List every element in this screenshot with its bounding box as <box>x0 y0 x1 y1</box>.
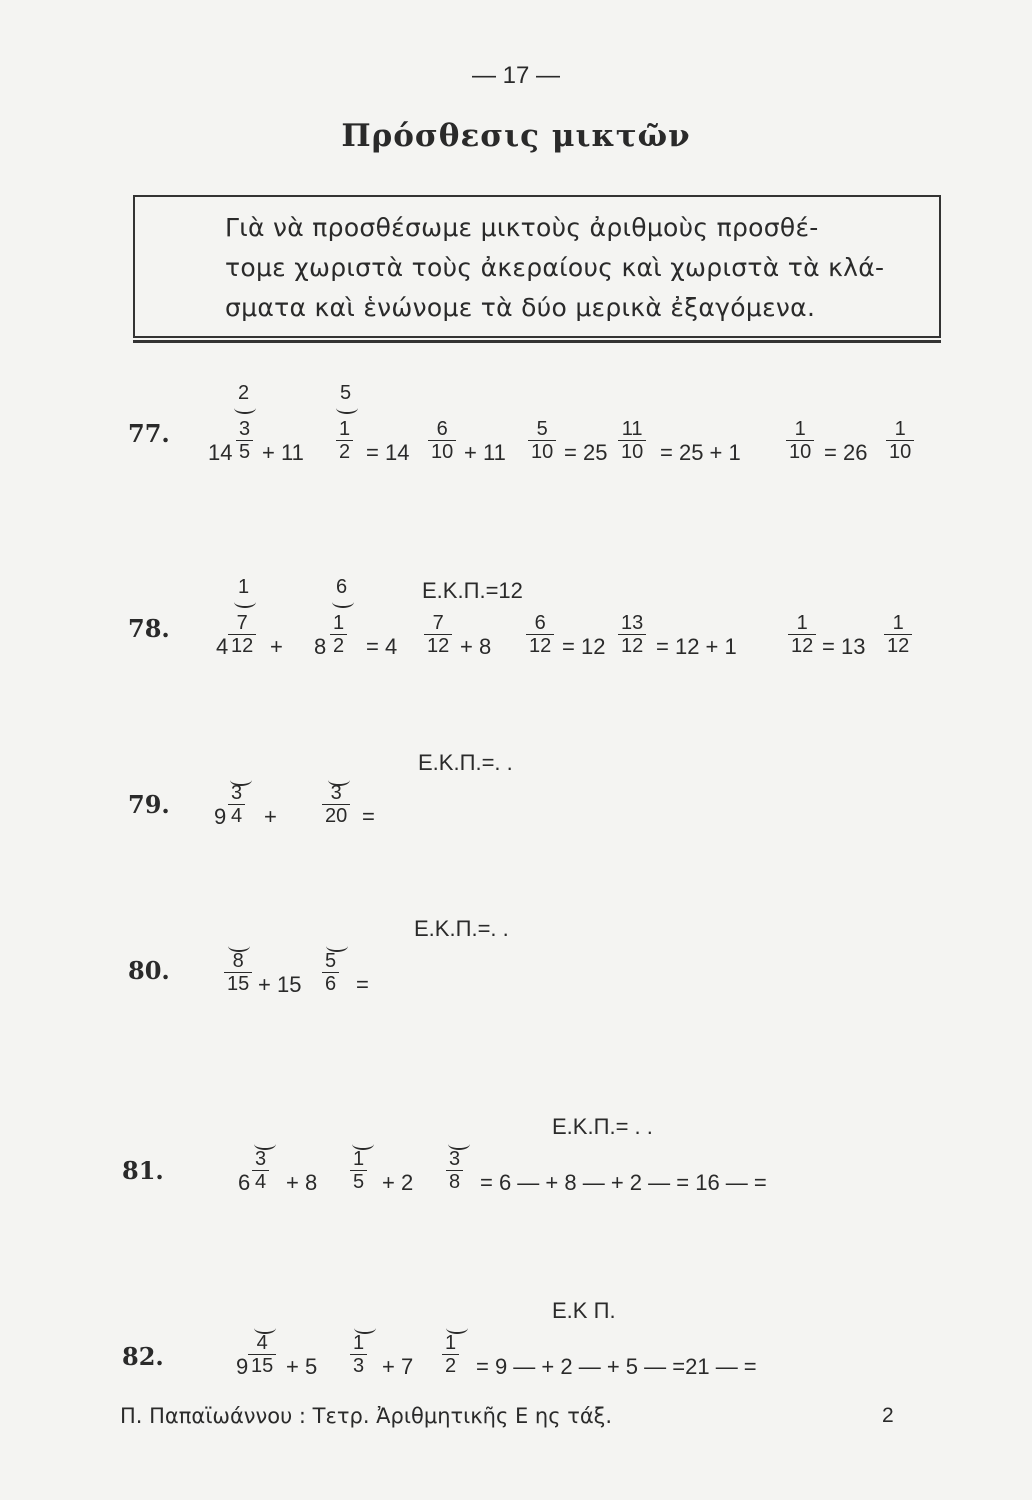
rule-box <box>133 195 941 338</box>
fraction <box>528 418 556 463</box>
multiplier-arc <box>234 402 256 414</box>
equals: = 25 + 1 <box>660 440 741 465</box>
denominator: 12 <box>529 635 552 657</box>
denominator: 6 <box>325 973 337 995</box>
numerator: 3 <box>236 418 253 441</box>
problem-number: 78. <box>128 614 170 643</box>
fraction <box>526 612 554 657</box>
fraction <box>322 950 339 995</box>
denominator: 4 <box>231 805 243 827</box>
numerator: 3 <box>228 782 245 805</box>
fraction <box>330 612 347 657</box>
footer-citation: Π. Παπαϊωάννου : Τετρ. Ἀριθμητικῆς Ε ης τάξ. <box>120 1404 613 1428</box>
whole-number: 9 <box>236 1354 249 1379</box>
numerator: 11 <box>618 418 646 441</box>
denominator: 10 <box>889 441 912 463</box>
fraction <box>228 782 245 827</box>
equals: = 13 <box>822 634 866 659</box>
numerator: 1 <box>336 418 353 441</box>
lcm-label: Ε.Κ.Π.=. . <box>418 750 513 775</box>
equals: = 25 <box>564 440 608 465</box>
fraction <box>428 418 456 463</box>
operator: + <box>264 804 277 829</box>
whole-number: 9 <box>214 804 227 829</box>
multiplier-arc <box>234 596 256 608</box>
operator: + <box>270 634 283 659</box>
denominator: 2 <box>339 441 351 463</box>
denominator: 2 <box>333 635 345 657</box>
operator: + 7 <box>382 1354 414 1379</box>
equals: = 14 <box>366 440 410 465</box>
rule-divider <box>133 340 941 343</box>
multiplier: 6 <box>336 576 348 598</box>
problem-number: 79. <box>128 790 170 819</box>
multiplier-arc <box>336 402 358 414</box>
numerator: 6 <box>526 612 554 635</box>
operator: + 11 <box>464 440 506 465</box>
equals: = 12 + 1 <box>656 634 737 659</box>
numerator: 4 <box>248 1332 276 1355</box>
lcm-label: Ε.Κ.Π.=12 <box>422 578 523 603</box>
numerator: 7 <box>424 612 452 635</box>
fraction <box>618 612 646 657</box>
operator: + 15 <box>258 972 302 997</box>
numerator: 1 <box>786 418 814 441</box>
numerator: 7 <box>228 612 256 635</box>
fraction <box>350 1332 367 1377</box>
denominator: 8 <box>449 1171 461 1193</box>
fraction <box>446 1148 463 1193</box>
operator: + 2 <box>382 1170 414 1195</box>
fraction <box>786 418 814 463</box>
numerator: 3 <box>252 1148 269 1171</box>
fraction <box>442 1332 459 1377</box>
operator: + 8 <box>286 1170 318 1195</box>
lcm-label: Ε.Κ.Π.=. . <box>414 916 509 941</box>
problem-number: 82. <box>122 1342 164 1371</box>
rule-line-1: Γιὰ νὰ προσθέσωμε μικτοὺς ἀριθμοὺς προσθέ- <box>225 213 819 242</box>
fraction <box>224 950 252 995</box>
equals: = <box>362 804 375 829</box>
multiplier-arc <box>332 596 354 608</box>
fraction <box>336 418 353 463</box>
whole-number: 6 <box>238 1170 251 1195</box>
fraction <box>886 418 914 463</box>
fraction <box>236 418 253 463</box>
fraction <box>788 612 816 657</box>
problem-number: 77. <box>128 419 170 448</box>
result-blanks: = 9 — + 2 — + 5 — =21 — = <box>476 1354 757 1379</box>
denominator: 5 <box>353 1171 365 1193</box>
fraction <box>424 612 452 657</box>
denominator: 10 <box>431 441 454 463</box>
numerator: 1 <box>884 612 912 635</box>
denominator: 10 <box>789 441 812 463</box>
operator: + 5 <box>286 1354 318 1379</box>
equals: = 4 <box>366 634 398 659</box>
numerator: 1 <box>330 612 347 635</box>
denominator: 15 <box>251 1355 274 1377</box>
denominator: 12 <box>791 635 814 657</box>
denominator: 12 <box>427 635 450 657</box>
denominator: 10 <box>621 441 644 463</box>
numerator: 6 <box>428 418 456 441</box>
numerator: 13 <box>618 612 646 635</box>
numerator: 1 <box>350 1148 367 1171</box>
fraction <box>350 1148 367 1193</box>
denominator: 3 <box>353 1355 365 1377</box>
denominator: 15 <box>227 973 250 995</box>
operator: + 8 <box>460 634 492 659</box>
whole-number: 4 <box>216 634 229 659</box>
result-blanks: = 6 — + 8 — + 2 — = 16 — = <box>480 1170 767 1195</box>
whole-number: 8 <box>314 634 327 659</box>
equals: = <box>356 972 369 997</box>
fraction <box>252 1148 269 1193</box>
numerator: 5 <box>322 950 339 973</box>
fraction <box>322 782 350 827</box>
problem-number: 80. <box>128 956 170 985</box>
lcm-label: Ε.Κ Π. <box>552 1298 616 1323</box>
numerator: 1 <box>788 612 816 635</box>
numerator: 3 <box>446 1148 463 1171</box>
rule-line-2: τομε χωριστὰ τοὺς ἀκεραίους καὶ χωριστὰ τὰ κλά- <box>225 253 885 282</box>
lcm-label: Ε.Κ.Π.= . . <box>552 1114 653 1139</box>
numerator: 1 <box>886 418 914 441</box>
numerator: 1 <box>350 1332 367 1355</box>
numerator: 3 <box>322 782 350 805</box>
denominator: 20 <box>325 805 348 827</box>
equals: = 12 <box>562 634 606 659</box>
denominator: 12 <box>887 635 910 657</box>
fraction <box>618 418 646 463</box>
numerator: 5 <box>528 418 556 441</box>
multiplier: 2 <box>238 382 250 404</box>
page-title: Πρόσθεσις μικτῶν <box>341 118 691 154</box>
equals: = 26 <box>824 440 868 465</box>
denominator: 5 <box>239 441 251 463</box>
problem-number: 81. <box>122 1156 164 1185</box>
rule-line-3: σματα καὶ ἑνώνομε τὰ δύο μερικὰ ἐξαγόμενα. <box>225 293 816 322</box>
multiplier: 1 <box>238 576 250 598</box>
denominator: 12 <box>231 635 254 657</box>
denominator: 10 <box>531 441 554 463</box>
denominator: 2 <box>445 1355 457 1377</box>
signature-number: 2 <box>882 1404 894 1427</box>
operator: + 11 <box>262 440 304 465</box>
denominator: 12 <box>621 635 644 657</box>
page-number: — 17 — <box>471 62 561 89</box>
numerator: 1 <box>442 1332 459 1355</box>
denominator: 4 <box>255 1171 267 1193</box>
whole-number: 14 <box>208 440 233 465</box>
fraction <box>248 1332 276 1377</box>
fraction <box>228 612 256 657</box>
numerator: 8 <box>224 950 252 973</box>
fraction <box>884 612 912 657</box>
multiplier: 5 <box>340 382 352 404</box>
